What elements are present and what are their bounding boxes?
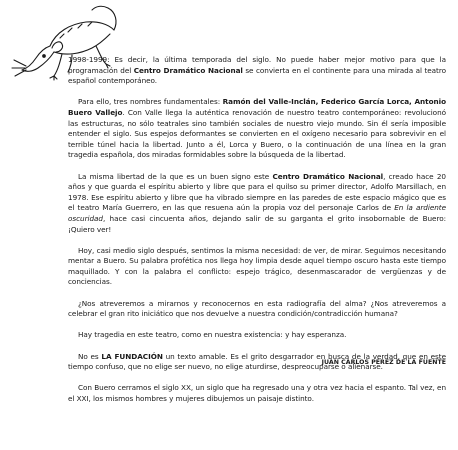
bold-text: Ramón del Valle-Inclán, Federico García Lorca, Antonio Buero Vallejo: [68, 97, 446, 117]
text-run: Hoy, casi medio siglo después, sentimos la misma necesidad: de ver, de mirar. Seguimos necesitando mentar a Buero. Su palabra profética nos llega hoy limpia desde aquel tiempo oscuro hasta este tiempo maquillado. Y con la palabra el conflicto: espejo trágico, desenmascarador de vergüenzas y de conciencias.: [68, 245, 446, 287]
bold-text: Centro Dramático Nacional: [272, 171, 384, 181]
text-run: ¿Nos atreveremos a mirarnos y reconocernos en esta radiografía del alma? ¿Nos atreveremos a celebrar el gran rito iniciático que nos devuelve a nuestra condición/contradicción humana?: [68, 298, 446, 319]
text-run: Para ello, tres nombres fundamentales:: [78, 97, 223, 107]
bold-text: LA FUNDACIÓN: [101, 351, 163, 361]
paragraph: [68, 299, 446, 320]
paragraph: [68, 97, 446, 161]
text-run: 1998-1999: Es decir, la última temporada del siglo. No puede haber mejor motivo para que la programación del: [68, 55, 446, 75]
text-run: se convierta en el continente para una mirada al teatro español contemporáneo.: [68, 65, 446, 86]
paragraph: [68, 55, 446, 87]
text-run: , creado hace 20 años y que guarda el espíritu abierto y libre que para el quilso su primer director, Adolfo Marsillach, en 1978. Ese espíritu abierto y libre que ha vibrado siempre en las paredes de este espacio mágico que es el teatro María Guerrero, en las que resuena aún la propia voz del personaje Carlos de: [68, 171, 446, 213]
italic-text: En la ardiente oscuridad: [68, 203, 446, 223]
paragraph: [68, 330, 446, 341]
paragraph: [68, 383, 446, 404]
author-signature: JUAN CARLOS PÉREZ DE LA FUENTE: [321, 359, 446, 366]
text-run: un texto amable. Es el grito desgarrador en busca de la verdad, que en este tiempo confuso, que no elige ser nuevo, no elige aturdirse, despreocuparse o alienarse.: [68, 351, 446, 372]
text-run: . Con Valle llega la auténtica renovación de nuestro teatro contemporáneo: revolucionó las estructuras, no sólo teatrales sino también sociales de nuestro viejo mundo. Sin él sería imposible entender el siglo. Sus espejos deformantes se convierten en el oxígeno necesario para sobrevivir en el terrible túnel hacia la libertad. Junto a él, Lorca y Buero, o la continuación de una línea en la gran tragedia española, dos miradas formidables sobre la búsqueda de la libertad.: [68, 107, 446, 160]
text-run: La misma libertad de la que es un buen signo este: [78, 171, 273, 181]
text-run: No es: [78, 351, 102, 361]
text-run: Hay tragedia en este teatro, como en nuestra existencia: y hay esperanza.: [78, 330, 347, 340]
paragraph: [68, 246, 446, 288]
paragraph: [68, 172, 446, 236]
bold-text: Centro Dramático Nacional: [133, 65, 243, 75]
text-run: Con Buero cerramos el siglo XX, un siglo que ha regresado una y otra vez hacia el espanto. Tal vez, en el XXI, los mismos hombres y mujeres dibujemos un paisaje distinto.: [68, 383, 446, 403]
text-run: , hace casi cincuenta años, dejando salir de su garganta el grito insobornable de Buero: ¡Quiero ver!: [68, 213, 446, 234]
